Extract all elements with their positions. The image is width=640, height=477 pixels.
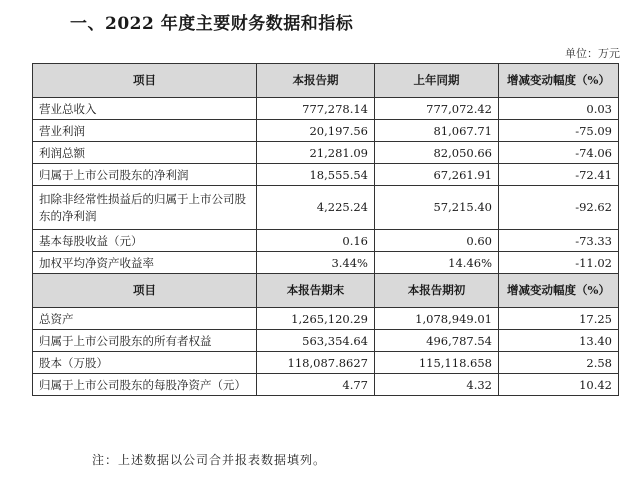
row-current: 777,278.14 [257, 98, 375, 120]
table-row [33, 186, 619, 230]
table-header-row [33, 274, 619, 308]
row-current: 4.77 [257, 374, 375, 396]
row-change: 0.03 [499, 98, 619, 120]
row-change: -73.33 [499, 230, 619, 252]
row-current: 563,354.64 [257, 330, 375, 352]
row-label: 归属于上市公司股东的所有者权益 [33, 330, 257, 352]
header-current: 本报告期末 [257, 274, 375, 308]
footnote: 注：上述数据以公司合并报表数据填列。 [92, 453, 327, 467]
row-current: 118,087.8627 [257, 352, 375, 374]
header-change: 增减变动幅度（%） [499, 64, 619, 98]
table-row [33, 142, 619, 164]
row-previous: 1,078,949.01 [375, 308, 499, 330]
row-change: 2.58 [499, 352, 619, 374]
row-previous: 4.32 [375, 374, 499, 396]
header-item: 项目 [33, 64, 257, 98]
row-previous: 496,787.54 [375, 330, 499, 352]
table-row [33, 120, 619, 142]
row-change: 17.25 [499, 308, 619, 330]
row-change: -74.06 [499, 142, 619, 164]
row-previous: 14.46% [375, 252, 499, 274]
row-label: 归属于上市公司股东的每股净资产（元） [33, 374, 257, 396]
row-label: 营业利润 [33, 120, 257, 142]
header-previous: 上年同期 [375, 64, 499, 98]
row-current: 20,197.56 [257, 120, 375, 142]
row-change: 10.42 [499, 374, 619, 396]
header-previous: 本报告期初 [375, 274, 499, 308]
section-heading: 一、2022 年度主要财务数据和指标 [70, 14, 354, 34]
row-change: -92.62 [499, 186, 619, 230]
table-row [33, 98, 619, 120]
row-label: 基本每股收益（元） [33, 230, 257, 252]
financial-table [32, 63, 619, 396]
row-current: 21,281.09 [257, 142, 375, 164]
row-current: 4,225.24 [257, 186, 375, 230]
row-change: 13.40 [499, 330, 619, 352]
row-change: -11.02 [499, 252, 619, 274]
row-change: -72.41 [499, 164, 619, 186]
row-current: 1,265,120.29 [257, 308, 375, 330]
row-previous: 67,261.91 [375, 164, 499, 186]
table-row [33, 374, 619, 396]
header-item: 项目 [33, 274, 257, 308]
table-row [33, 352, 619, 374]
row-label: 加权平均净资产收益率 [33, 252, 257, 274]
table-header-row [33, 64, 619, 98]
row-previous: 777,072.42 [375, 98, 499, 120]
header-current: 本报告期 [257, 64, 375, 98]
table-row [33, 308, 619, 330]
row-previous: 115,118.658 [375, 352, 499, 374]
table-row [33, 252, 619, 274]
row-label: 利润总额 [33, 142, 257, 164]
row-previous: 57,215.40 [375, 186, 499, 230]
unit-label: 单位：万元 [565, 47, 620, 60]
row-label: 股本（万股） [33, 352, 257, 374]
row-label: 归属于上市公司股东的净利润 [33, 164, 257, 186]
table-row [33, 230, 619, 252]
row-previous: 81,067.71 [375, 120, 499, 142]
header-change: 增减变动幅度（%） [499, 274, 619, 308]
row-previous: 82,050.66 [375, 142, 499, 164]
row-current: 3.44% [257, 252, 375, 274]
row-current: 18,555.54 [257, 164, 375, 186]
row-previous: 0.60 [375, 230, 499, 252]
row-label: 扣除非经常性损益后的归属于上市公司股东的净利润 [33, 186, 257, 230]
row-label: 总资产 [33, 308, 257, 330]
row-current: 0.16 [257, 230, 375, 252]
table-row [33, 330, 619, 352]
row-label: 营业总收入 [33, 98, 257, 120]
row-change: -75.09 [499, 120, 619, 142]
table-row [33, 164, 619, 186]
